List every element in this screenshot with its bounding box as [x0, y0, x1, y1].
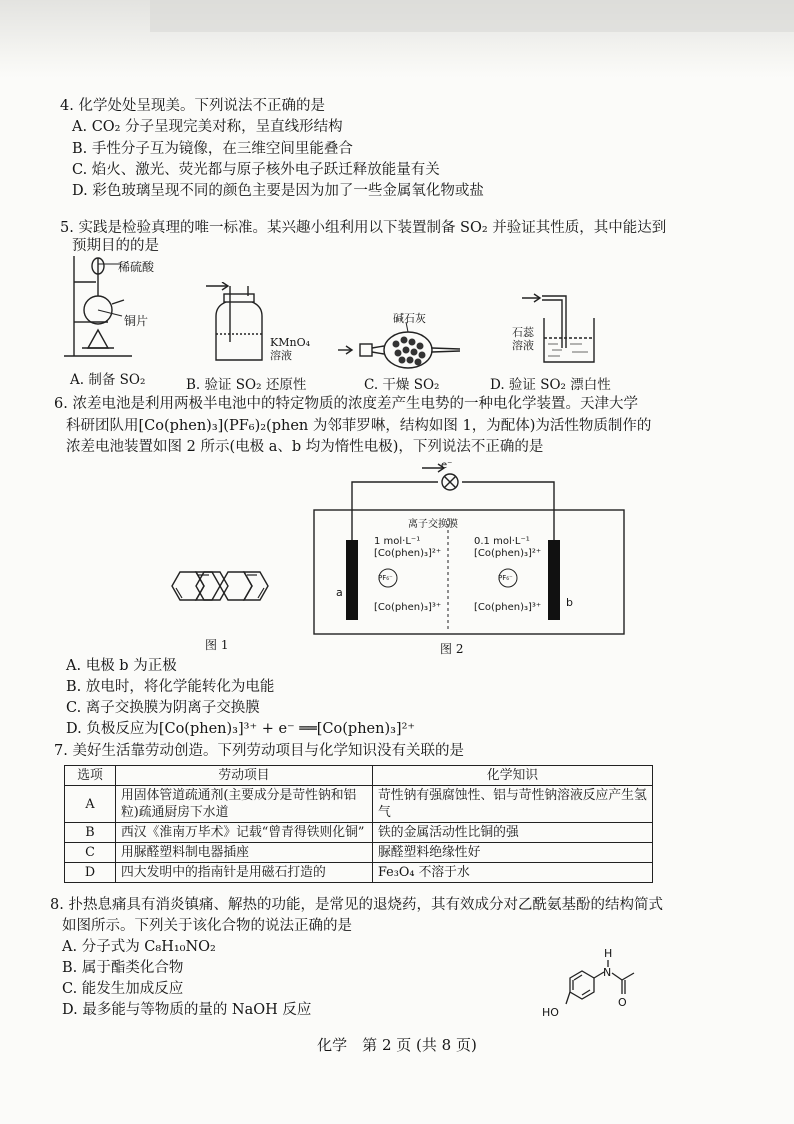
label-soda-lime: 碱石灰: [393, 312, 426, 325]
q6-stem-1: 6. 浓差电池是利用两极半电池中的特定物质的浓度差产生电势的一种电化学装置。天津大学: [54, 396, 638, 412]
label-dilute-acid: 稀硫酸: [118, 260, 155, 274]
q5-stem-1: 5. 实践是检验真理的唯一标准。某兴趣小组利用以下装置制备 SO₂ 并验证其性质，其中能达到: [60, 220, 667, 236]
row-b-option: B: [65, 823, 116, 843]
table-row: [65, 786, 653, 823]
row-b-labor: 西汉《淮南万毕术》记载“曾青得铁则化铜”: [116, 823, 373, 843]
q6-stem-3: 浓差电池装置如图 2 所示(电极 a、b 均为惰性电极)，下列说法不正确的是: [66, 439, 544, 455]
row-d-option: D: [65, 863, 116, 883]
scan-shadow-bleed: [150, 0, 794, 32]
right-pf6-ion: PF₆⁻: [498, 574, 513, 582]
q8-option-d: D. 最多能与等物质的量的 NaOH 反应: [62, 1002, 312, 1018]
label-litmus-line2: 溶液: [512, 339, 534, 352]
right-co2-ion: [Co(phen)₃]²⁺: [474, 548, 542, 559]
q8-stem-2: 如图所示。下列关于该化合物的说法正确的是: [62, 918, 352, 934]
header-option: 选项: [65, 766, 116, 786]
caption-c: C. 干燥 SO₂: [364, 377, 440, 393]
q4-option-c: C. 焰火、激光、荧光都与原子核外电子跃迁释放能量有关: [72, 162, 440, 178]
left-co2-ion: [Co(phen)₃]²⁺: [374, 548, 442, 559]
struct-h: H: [604, 947, 613, 960]
q4-option-a: A. CO₂ 分子呈现完美对称，呈直线形结构: [72, 119, 343, 135]
row-a-option: A: [65, 786, 116, 823]
label-copper: 铜片: [124, 314, 149, 328]
caption-b: B. 验证 SO₂ 还原性: [186, 377, 307, 393]
struct-o: O: [618, 996, 627, 1009]
table-row: [65, 823, 653, 843]
page-footer: 化学 第 2 页 (共 8 页): [317, 1036, 477, 1054]
q6-option-a: A. 电极 b 为正极: [66, 658, 177, 674]
q6-option-b: B. 放电时，将化学能转化为电能: [66, 679, 275, 695]
fig1-caption: 图 1: [205, 638, 229, 652]
q6-stem-2: 科研团队用[Co(phen)₃](PF₆)₂(phen 为邻菲罗啉，结构如图 1，为配体)为活性物质制作的: [66, 418, 652, 434]
soda-lime-pointer: [400, 322, 414, 334]
row-a-knowledge: 苛性钠有强腐蚀性、铝与苛性钠溶液反应产生氢气: [373, 786, 653, 823]
membrane-label: 离子交换膜: [408, 519, 458, 530]
q4-option-b: B. 手性分子互为镜像，在三维空间里能叠合: [72, 141, 353, 157]
header-labor: 劳动项目: [116, 766, 373, 786]
apparatus-d-sketch: [522, 290, 602, 366]
right-co3-ion: [Co(phen)₃]³⁺: [474, 602, 542, 613]
q8-option-c: C. 能发生加成反应: [62, 981, 184, 997]
label-kmno4: [270, 336, 310, 362]
table-row: [65, 863, 653, 883]
fig2-caption: 图 2: [440, 642, 464, 656]
electrode-b-label: b: [566, 596, 573, 609]
q5-stem-2: 预期目的的是: [72, 238, 159, 254]
q6-option-d: D. 负极反应为[Co(phen)₃]³⁺ + e⁻ ══[Co(phen)₃]²⁺: [66, 721, 416, 737]
q8-stem-1: 8. 扑热息痛具有消炎镇痛、解热的功能，是常见的退烧药，其有效成分对乙酰氨基酚的结构简式: [50, 897, 663, 913]
q8-option-a: A. 分子式为 C₈H₁₀NO₂: [62, 939, 216, 955]
q7-stem: 7. 美好生活靠劳动创造。下列劳动项目与化学知识没有关联的是: [54, 743, 464, 759]
struct-ho: HO: [542, 1006, 559, 1019]
q4-stem: 4. 化学处处呈现美。下列说法不正确的是: [60, 98, 325, 114]
left-pf6-ion: PF₆⁻: [378, 574, 393, 582]
left-co3-ion: [Co(phen)₃]³⁺: [374, 602, 442, 613]
apparatus-b-sketch: [206, 282, 276, 366]
label-kmno4-line1: KMnO₄: [270, 336, 310, 349]
label-litmus: [512, 326, 534, 352]
phenanthroline-structure: [158, 560, 278, 634]
q4-option-d: D. 彩色玻璃呈现不同的颜色主要是因为加了一些金属氧化物或盐: [72, 183, 484, 199]
electrode-a-label: a: [336, 586, 343, 599]
q8-option-b: B. 属于酯类化合物: [62, 960, 184, 976]
caption-d: D. 验证 SO₂ 漂白性: [490, 377, 611, 393]
electron-label: e⁻: [441, 460, 453, 471]
concentration-cell-diagram: [310, 454, 630, 644]
row-b-knowledge: 铁的金属活动性比铜的强: [373, 823, 653, 843]
struct-n: N: [603, 966, 612, 979]
left-concentration: 1 mol·L⁻¹: [374, 536, 421, 547]
apparatus-a-pointers: [94, 262, 124, 318]
row-c-option: C: [65, 843, 116, 863]
q6-option-c: C. 离子交换膜为阴离子交换膜: [66, 700, 260, 716]
row-c-labor: 用脲醛塑料制电器插座: [116, 843, 373, 863]
table-row: [65, 843, 653, 863]
row-d-labor: 四大发明中的指南针是用磁石打造的: [116, 863, 373, 883]
q7-table-header: [65, 766, 653, 786]
header-knowledge: 化学知识: [373, 766, 653, 786]
label-kmno4-line2: 溶液: [270, 349, 292, 362]
caption-a: A. 制备 SO₂: [70, 372, 146, 388]
q7-table: [64, 765, 653, 883]
right-concentration: 0.1 mol·L⁻¹: [474, 536, 530, 547]
row-d-knowledge: Fe₃O₄ 不溶于水: [373, 863, 653, 883]
row-c-knowledge: 脲醛塑料绝缘性好: [373, 843, 653, 863]
row-a-labor: 用固体管道疏通剂(主要成分是苛性钠和铝粒)疏通厨房下水道: [116, 786, 373, 823]
label-litmus-line1: 石蕊: [512, 326, 534, 339]
